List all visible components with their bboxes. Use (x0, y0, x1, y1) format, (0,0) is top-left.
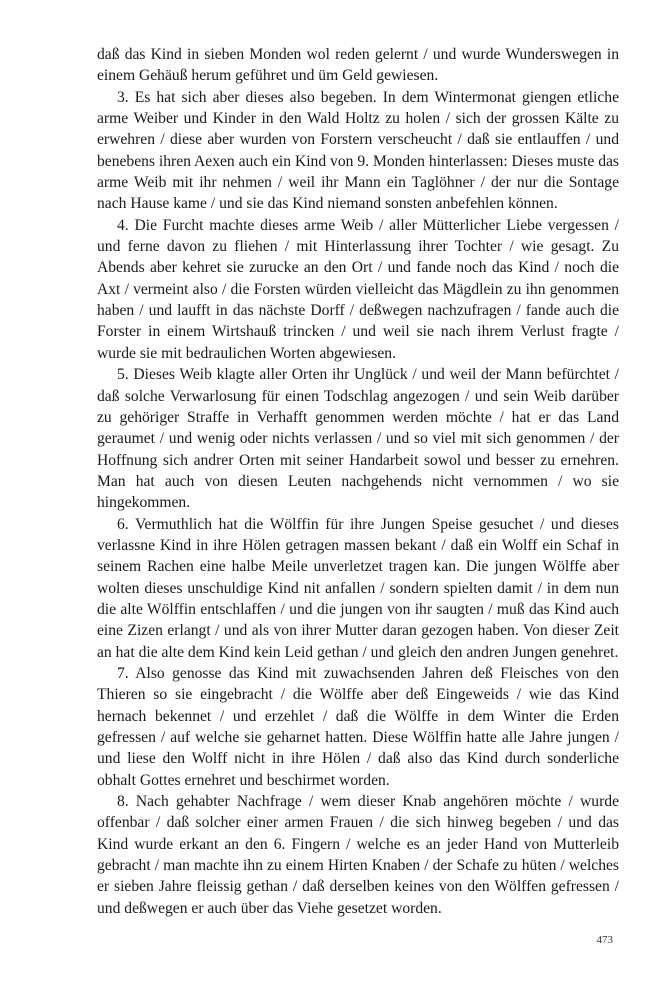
paragraph-5: 5. Dieses Weib klagte aller Orten ihr Unglück / und weil der Mann befürchtet / daß solche Verwarlosung für einen Todschlag angezogen / und sein Weib darüber zu gehöriger Straffe in Verhafft genommen werden möchte / hat er das Land geraumet / und wenig oder nichts verlassen / und so viel mit sich genommen / der Hoffnung sich andrer Orten mit seiner Handarbeit sowol und besser zu ernehren. Man hat auch von diesen Leuten nachgehends nicht vernommen / wo sie hingekommen. (97, 366, 619, 512)
paragraph-6: 6. Vermuthlich hat die Wölffin für ihre Jungen Speise gesuchet / und dieses verlassne Kind in ihre Hölen getragen massen bekant / daß ein Wolff ein Schaf in seinem Rachen eine halbe Meile unverletzet tragen kan. Die jungen Wölffe aber wolten dieses unschuldige Kind nit anfallen / sondern spielten damit / in dem nun die alte Wölffin entschlaffen / und die jungen von ihr saugten / muß das Kind auch eine Zizen erlangt / und als von ihrer Mutter daran gezogen haben. Von dieser Zeit an hat die alte dem Kind kein Leid gethan / und gleich den andren Jungen genehret. (97, 515, 619, 661)
page-number: 473 (596, 934, 613, 946)
paragraph-7: 7. Also genosse das Kind mit zuwachsenden Jahren deß Fleisches von den Thieren so sie eingebracht / die Wölffe aber deß Eingeweids / wie das Kind hernach bekennet / und erzehlet / daß die Wölffe in dem Winter die Erden gefressen / auf welche sie geharnet hatten. Diese Wölffin hatte alle Jahre jungen / und liese den Wolff nicht in ihre Hölen / daß also das Kind durch sonderliche obhalt Gottes ernehret und beschirmet worden. (97, 664, 619, 789)
paragraph-continuation: daß das Kind in sieben Monden wol reden gelernt / und wurde Wunderswegen in einem Gehäuß herum geführet und üm Geld gewiesen. (97, 46, 619, 85)
paragraph-8: 8. Nach gehabter Nachfrage / wem dieser Knab angehören möchte / wurde offenbar / daß solcher einer armen Frauen / die sich hinweg begeben / und das Kind wurde erkant an den 6. Fingern / welche es an jeder Hand von Mutterleib gebracht / man machte ihn zu einem Hirten Knaben / der Schafe zu hüten / welches er sieben Jahre fleissig gethan / daß derselben keines von den Wölffen gefressen / und deßwegen er auch über das Viehe gesetzet worden. (97, 793, 619, 917)
paragraph-4: 4. Die Furcht machte dieses arme Weib / aller Mütterlicher Liebe vergessen / und ferne davon zu fliehen / mit Hinterlassung ihrer Tochter / wie gesagt. Zu Abends aber kehret sie zurucke an den Ort / und fande noch das Kind / noch die Axt / vermeint also / die Forsten würden vielleicht das Mägdlein zu ihn genommen haben / und laufft in das nächste Dorff / deßwegen nachzufragen / fande auch die Forster in einem Wirtshauß trincken / und weil sie nach ihrem Verlust fragte / wurde sie mit bedraulichen Worten abgewiesen. (97, 216, 619, 362)
paragraph-3: 3. Es hat sich aber dieses also begeben. In dem Wintermonat giengen etliche arme Weiber und Kinder in den Wald Holtz zu holen / sich der grossen Kälte zu erwehren / diese aber wurden von Forstern verscheucht / daß sie entlauffen / und benebens ihren Aexen auch ein Kind von 9. Monden hinterlassen: Dieses muste das arme Weib mit ihr nehmen / weil ihr Mann ein Taglöhner / der nur die Sontage nach Hause kame / und sie das Kind niemand sonsten anbefehlen können. (97, 88, 619, 213)
body-text (97, 44, 619, 919)
